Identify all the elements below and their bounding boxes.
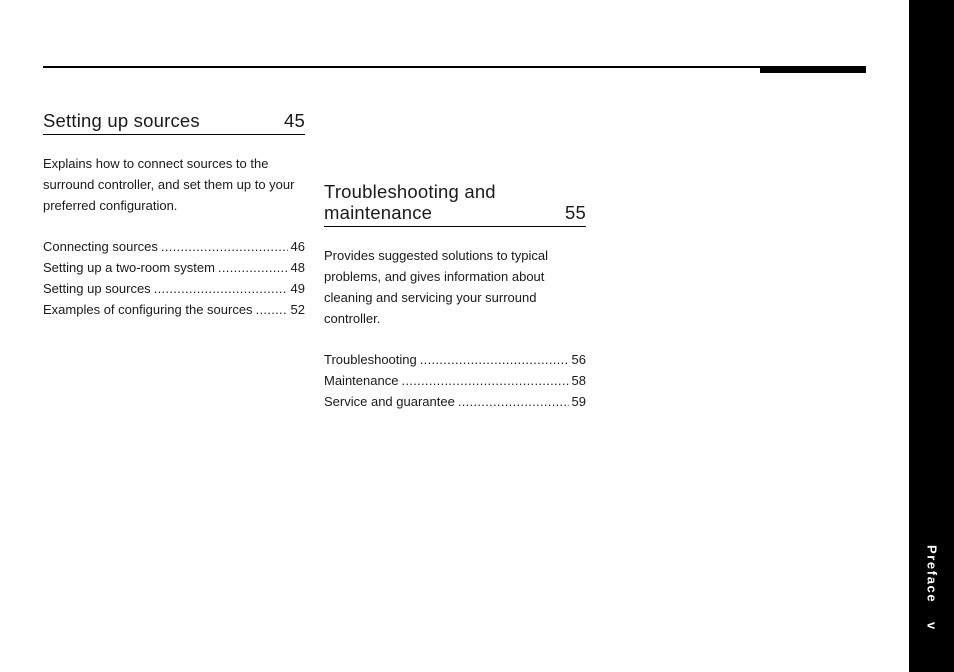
toc-entry-page: 48 [290, 260, 305, 275]
side-page-number: v [924, 622, 940, 630]
leader-dots [458, 391, 569, 412]
side-tab-label: Preface [924, 545, 940, 604]
section-title: Setting up sources [43, 110, 200, 131]
toc-entry-label: Connecting sources [43, 239, 158, 254]
toc-entry[interactable] [43, 299, 305, 320]
toc-entry[interactable] [43, 257, 305, 278]
toc-entry[interactable] [324, 370, 586, 391]
header-rule [43, 66, 866, 68]
section-heading [43, 110, 305, 135]
toc-entry[interactable] [324, 391, 586, 412]
leader-dots [420, 349, 569, 370]
toc-entry-label: Service and guarantee [324, 394, 455, 409]
toc-entry-page: 56 [571, 352, 586, 367]
toc-entry-label: Setting up sources [43, 281, 151, 296]
toc-entry[interactable] [43, 278, 305, 299]
section-title: Troubleshooting and maintenance [324, 181, 496, 223]
toc-entry-label: Troubleshooting [324, 352, 417, 367]
section-troubleshooting-and-maintenance [324, 181, 586, 412]
toc-entry-page: 52 [290, 302, 305, 317]
leader-dots [401, 370, 568, 391]
toc-entry[interactable] [324, 349, 586, 370]
section-description: Explains how to connect sources to the surround controller, and set them up to your preferred configuration. [43, 156, 295, 213]
toc-entry-page: 49 [290, 281, 305, 296]
toc-entry[interactable] [43, 236, 305, 257]
leader-dots [161, 236, 288, 257]
section-setting-up-sources [43, 110, 305, 320]
section-heading [324, 181, 586, 227]
toc-list [43, 236, 305, 320]
section-page-number: 45 [284, 110, 305, 131]
toc-entry-page: 59 [571, 394, 586, 409]
leader-dots [256, 299, 288, 320]
toc-entry-label: Setting up a two-room system [43, 260, 215, 275]
leader-dots [154, 278, 288, 299]
section-description: Provides suggested solutions to typical problems, and gives information about cleaning and servicing your surround controller. [324, 248, 549, 326]
toc-entry-label: Maintenance [324, 373, 399, 388]
toc-entry-label: Examples of configuring the sources [43, 302, 253, 317]
leader-dots [218, 257, 288, 278]
header-rule-accent [760, 66, 866, 73]
section-page-number: 55 [565, 202, 586, 223]
toc-entry-page: 58 [571, 373, 586, 388]
toc-entry-page: 46 [290, 239, 305, 254]
toc-list [324, 349, 586, 412]
